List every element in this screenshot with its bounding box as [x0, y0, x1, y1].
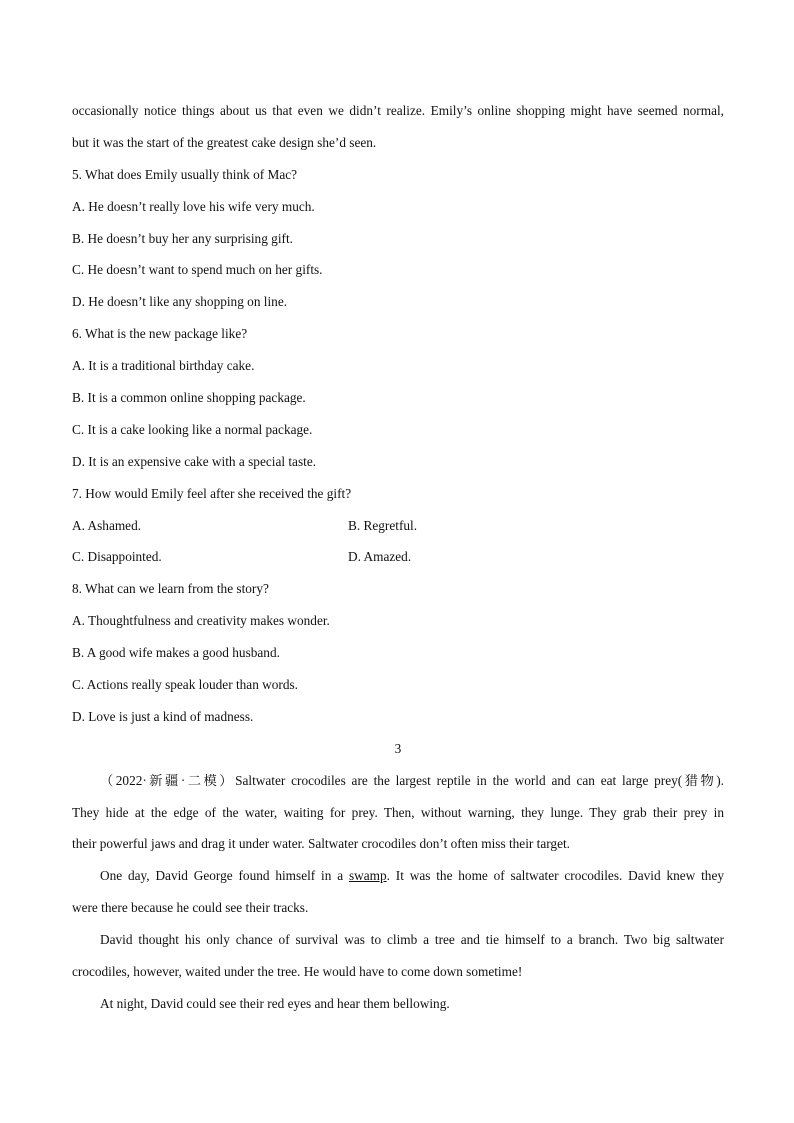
- question-7-option-d: D. Amazed.: [348, 549, 412, 565]
- question-7-option-b: B. Regretful.: [348, 517, 418, 533]
- question-5-option-b: B. He doesn’t buy her any surprising gift.: [72, 230, 293, 246]
- paragraph-text: Saltwater crocodiles are the largest reptile in the world and can eat large prey(猎物).: [235, 772, 724, 788]
- question-8-option-d: D. Love is just a kind of madness.: [72, 708, 254, 724]
- passage-line: occasionally notice things about us that even we didn’t realize. Emily’s online shopping might have seemed normal,: [72, 103, 724, 118]
- source-tag: （2022·新疆·二模）: [100, 772, 236, 788]
- question-8-option-a: A. Thoughtfulness and creativity makes wonder.: [72, 613, 330, 629]
- question-6-option-a: A. It is a traditional birthday cake.: [72, 358, 255, 374]
- question-6-option-d: D. It is an expensive cake with a special taste.: [72, 453, 317, 469]
- section-3-paragraph-1-line: their powerful jaws and drag it under water. Saltwater crocodiles don’t often miss their target.: [72, 836, 570, 852]
- question-6-option-c: C. It is a cake looking like a normal package.: [72, 421, 313, 437]
- section-3-paragraph-3-line: crocodiles, however, waited under the tree. He would have to come down sometime!: [72, 964, 523, 980]
- question-6-stem: 6. What is the new package like?: [72, 326, 248, 342]
- paragraph-text: . It was the home of saltwater crocodiles. David knew they: [386, 868, 724, 884]
- underlined-word: swamp: [348, 868, 387, 884]
- question-7-stem: 7. How would Emily feel after she received the gift?: [72, 485, 352, 501]
- question-8-option-b: B. A good wife makes a good husband.: [72, 645, 280, 661]
- section-3-paragraph-3-line: David thought his only chance of survival was to climb a tree and tie himself to a branch. Two big saltwater: [100, 932, 724, 948]
- document-content: [72, 98, 724, 1023]
- section-3-paragraph-2-line: [72, 863, 724, 895]
- question-7-options-row-1: [72, 513, 724, 545]
- section-3-paragraph-4-line: At night, David could see their red eyes and hear them bellowing.: [100, 995, 450, 1011]
- question-7-option-a: A. Ashamed.: [72, 517, 142, 533]
- question-7-options-row-2: [72, 544, 724, 576]
- section-3-paragraph-1-line: They hide at the edge of the water, waiting for prey. Then, without warning, they lunge. They grab their prey in: [72, 804, 724, 820]
- section-3-paragraph-2-line: were there because he could see their tracks.: [72, 900, 309, 916]
- question-5-option-a: A. He doesn’t really love his wife very much.: [72, 198, 315, 214]
- section-number: 3: [394, 740, 402, 756]
- question-5-stem: 5. What does Emily usually think of Mac?: [72, 166, 298, 182]
- question-8-stem: 8. What can we learn from the story?: [72, 581, 269, 597]
- section-3-paragraph-1-line: [72, 768, 724, 800]
- question-8-option-c: C. Actions really speak louder than words.: [72, 677, 299, 693]
- question-5-option-d: D. He doesn’t like any shopping on line.: [72, 294, 288, 310]
- question-5-option-c: C. He doesn’t want to spend much on her gifts.: [72, 262, 323, 278]
- passage-line: but it was the start of the greatest cake design she’d seen.: [72, 134, 377, 150]
- question-6-option-b: B. It is a common online shopping package.: [72, 390, 306, 406]
- paragraph-text: One day, David George found himself in a: [100, 868, 344, 884]
- question-7-option-c: C. Disappointed.: [72, 549, 162, 565]
